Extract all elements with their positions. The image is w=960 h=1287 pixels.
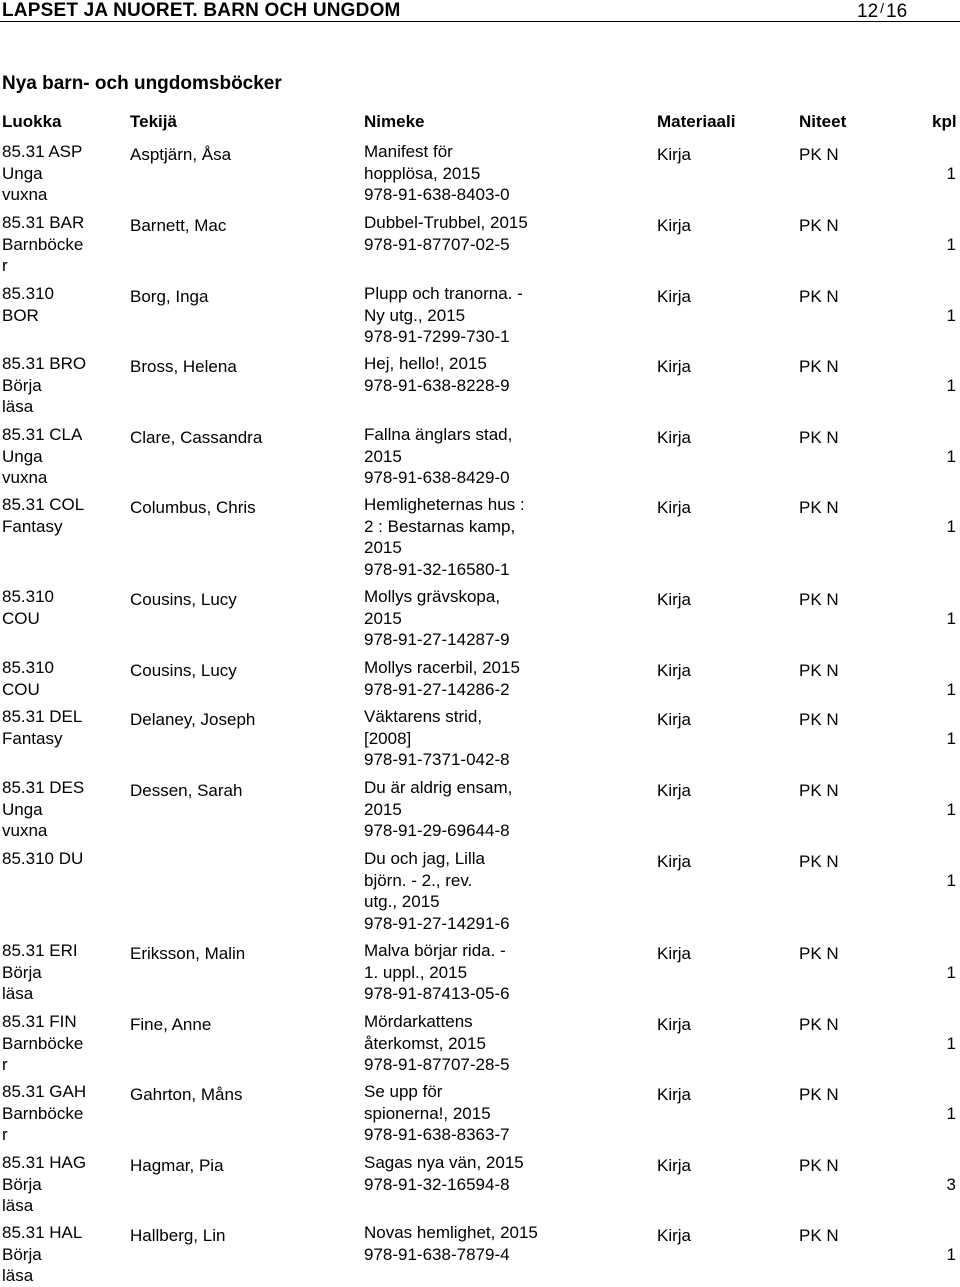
title-cell: Plupp och tranorna. - Ny utg., 2015 978-91-7299-730-1 bbox=[364, 284, 523, 346]
title-cell: Hemligheternas hus : 2 : Bestarnas kamp, 2015 978-91-32-16580-1 bbox=[364, 495, 525, 579]
material-cell: Kirja bbox=[657, 357, 692, 376]
class-cell: 85.31 GAH Barnböcke r bbox=[2, 1082, 87, 1144]
count-cell: 1 bbox=[946, 1245, 956, 1264]
edition-cell: PK N bbox=[799, 145, 839, 164]
material-cell: Kirja bbox=[657, 498, 692, 517]
edition-cell: PK N bbox=[799, 590, 839, 609]
page-number: 12 / 16 bbox=[857, 0, 908, 22]
class-cell: 85.310 COU bbox=[2, 658, 54, 699]
author-cell: Asptjärn, Åsa bbox=[130, 145, 232, 164]
count-cell: 1 bbox=[946, 517, 956, 536]
edition-cell: PK N bbox=[799, 781, 839, 800]
author-cell: Columbus, Chris bbox=[130, 498, 256, 517]
edition-cell: PK N bbox=[799, 1156, 839, 1175]
edition-cell: PK N bbox=[799, 1015, 839, 1034]
edition-cell: PK N bbox=[799, 944, 839, 963]
count-cell: 1 bbox=[946, 306, 956, 325]
title-cell: Dubbel-Trubbel, 2015 978-91-87707-02-5 bbox=[364, 213, 528, 254]
author-cell: Delaney, Joseph bbox=[130, 710, 256, 729]
author-cell: Clare, Cassandra bbox=[130, 428, 263, 447]
edition-cell: PK N bbox=[799, 216, 839, 235]
class-cell: 85.310 BOR bbox=[2, 284, 54, 325]
edition-cell: PK N bbox=[799, 357, 839, 376]
class-cell: 85.31 BAR Barnböcke r bbox=[2, 213, 85, 275]
count-cell: 1 bbox=[946, 800, 956, 819]
material-cell: Kirja bbox=[657, 661, 692, 680]
class-cell: 85.31 CLA Unga vuxna bbox=[2, 425, 83, 487]
edition-cell: PK N bbox=[799, 1226, 839, 1245]
edition-cell: PK N bbox=[799, 498, 839, 517]
column-header-edition: Niteet bbox=[799, 112, 847, 131]
count-cell: 1 bbox=[946, 680, 956, 699]
author-cell: Hallberg, Lin bbox=[130, 1226, 226, 1245]
author-cell: Fine, Anne bbox=[130, 1015, 212, 1034]
count-cell: 1 bbox=[946, 1034, 956, 1053]
title-cell: Hej, hello!, 2015 978-91-638-8228-9 bbox=[364, 354, 510, 395]
count-cell: 1 bbox=[946, 447, 956, 466]
section-title: Nya barn- och ungdomsböcker bbox=[2, 73, 282, 94]
material-cell: Kirja bbox=[657, 1085, 692, 1104]
material-cell: Kirja bbox=[657, 852, 692, 871]
count-cell: 1 bbox=[946, 1104, 956, 1123]
class-cell: 85.31 COL Fantasy bbox=[2, 495, 85, 536]
column-header-class: Luokka bbox=[2, 112, 62, 131]
author-cell: Gahrton, Måns bbox=[130, 1085, 243, 1104]
page-header bbox=[0, 0, 960, 22]
title-cell: Mördarkattens återkomst, 2015 978-91-87707-28-5 bbox=[364, 1012, 510, 1074]
material-cell: Kirja bbox=[657, 944, 692, 963]
title-cell: Mollys racerbil, 2015 978-91-27-14286-2 bbox=[364, 658, 520, 699]
title-cell: Se upp för spionerna!, 2015 978-91-638-8363-7 bbox=[364, 1082, 510, 1144]
title-cell: Novas hemlighet, 2015 978-91-638-7879-4 bbox=[364, 1223, 538, 1264]
author-cell: Cousins, Lucy bbox=[130, 590, 237, 609]
title-cell: Fallna änglars stad, 2015 978-91-638-8429-0 bbox=[364, 425, 513, 487]
material-cell: Kirja bbox=[657, 216, 692, 235]
class-cell: 85.310 DU bbox=[2, 849, 84, 868]
title-cell: Väktarens strid, [2008] 978-91-7371-042-8 bbox=[364, 707, 510, 769]
title-cell: Manifest för hopplösa, 2015 978-91-638-8403-0 bbox=[364, 142, 510, 204]
column-header-material: Materiaali bbox=[657, 112, 736, 131]
count-cell: 1 bbox=[946, 963, 956, 982]
edition-cell: PK N bbox=[799, 1085, 839, 1104]
class-cell: 85.31 ASP Unga vuxna bbox=[2, 142, 83, 204]
material-cell: Kirja bbox=[657, 781, 692, 800]
count-cell: 1 bbox=[946, 729, 956, 748]
edition-cell: PK N bbox=[799, 710, 839, 729]
class-cell: 85.31 HAL Börja läsa bbox=[2, 1223, 83, 1285]
material-cell: Kirja bbox=[657, 1226, 692, 1245]
class-cell: 85.310 COU bbox=[2, 587, 54, 628]
count-cell: 1 bbox=[946, 609, 956, 628]
title-cell: Malva börjar rida. - 1. uppl., 2015 978-91-87413-05-6 bbox=[364, 941, 510, 1003]
class-cell: 85.31 HAG Börja läsa bbox=[2, 1153, 87, 1215]
material-cell: Kirja bbox=[657, 145, 692, 164]
count-cell: 1 bbox=[946, 164, 956, 183]
material-cell: Kirja bbox=[657, 710, 692, 729]
column-header-title: Nimeke bbox=[364, 112, 425, 131]
author-cell: Bross, Helena bbox=[130, 357, 237, 376]
column-header-author: Tekijä bbox=[130, 112, 177, 131]
author-cell: Hagmar, Pia bbox=[130, 1156, 224, 1175]
material-cell: Kirja bbox=[657, 1015, 692, 1034]
class-cell: 85.31 FIN Barnböcke r bbox=[2, 1012, 84, 1074]
edition-cell: PK N bbox=[799, 287, 839, 306]
author-cell: Eriksson, Malin bbox=[130, 944, 246, 963]
author-cell: Cousins, Lucy bbox=[130, 661, 237, 680]
count-cell: 1 bbox=[946, 235, 956, 254]
title-cell: Mollys grävskopa, 2015 978-91-27-14287-9 bbox=[364, 587, 510, 649]
material-cell: Kirja bbox=[657, 287, 692, 306]
column-header-count: kpl bbox=[932, 112, 957, 131]
title-cell: Sagas nya vän, 2015 978-91-32-16594-8 bbox=[364, 1153, 524, 1194]
page-current: 12 bbox=[857, 1, 879, 22]
title-cell: Du och jag, Lilla björn. - 2., rev. utg., 2015 978-91-27-14291-6 bbox=[364, 849, 510, 933]
class-cell: 85.31 DEL Fantasy bbox=[2, 707, 83, 748]
material-cell: Kirja bbox=[657, 1156, 692, 1175]
page-total: 16 bbox=[886, 1, 908, 22]
edition-cell: PK N bbox=[799, 428, 839, 447]
count-cell: 1 bbox=[946, 376, 956, 395]
material-cell: Kirja bbox=[657, 590, 692, 609]
edition-cell: PK N bbox=[799, 661, 839, 680]
title-cell: Du är aldrig ensam, 2015 978-91-29-69644-8 bbox=[364, 778, 513, 840]
author-cell: Dessen, Sarah bbox=[130, 781, 243, 800]
document-title: LAPSET JA NUORET. BARN OCH UNGDOM bbox=[2, 0, 401, 21]
author-cell: Borg, Inga bbox=[130, 287, 209, 306]
class-cell: 85.31 DES Unga vuxna bbox=[2, 778, 85, 840]
class-cell: 85.31 BRO Börja läsa bbox=[2, 354, 87, 416]
edition-cell: PK N bbox=[799, 852, 839, 871]
author-cell: Barnett, Mac bbox=[130, 216, 227, 235]
count-cell: 1 bbox=[946, 871, 956, 890]
class-cell: 85.31 ERI Börja läsa bbox=[2, 941, 78, 1003]
material-cell: Kirja bbox=[657, 428, 692, 447]
count-cell: 3 bbox=[946, 1175, 956, 1194]
